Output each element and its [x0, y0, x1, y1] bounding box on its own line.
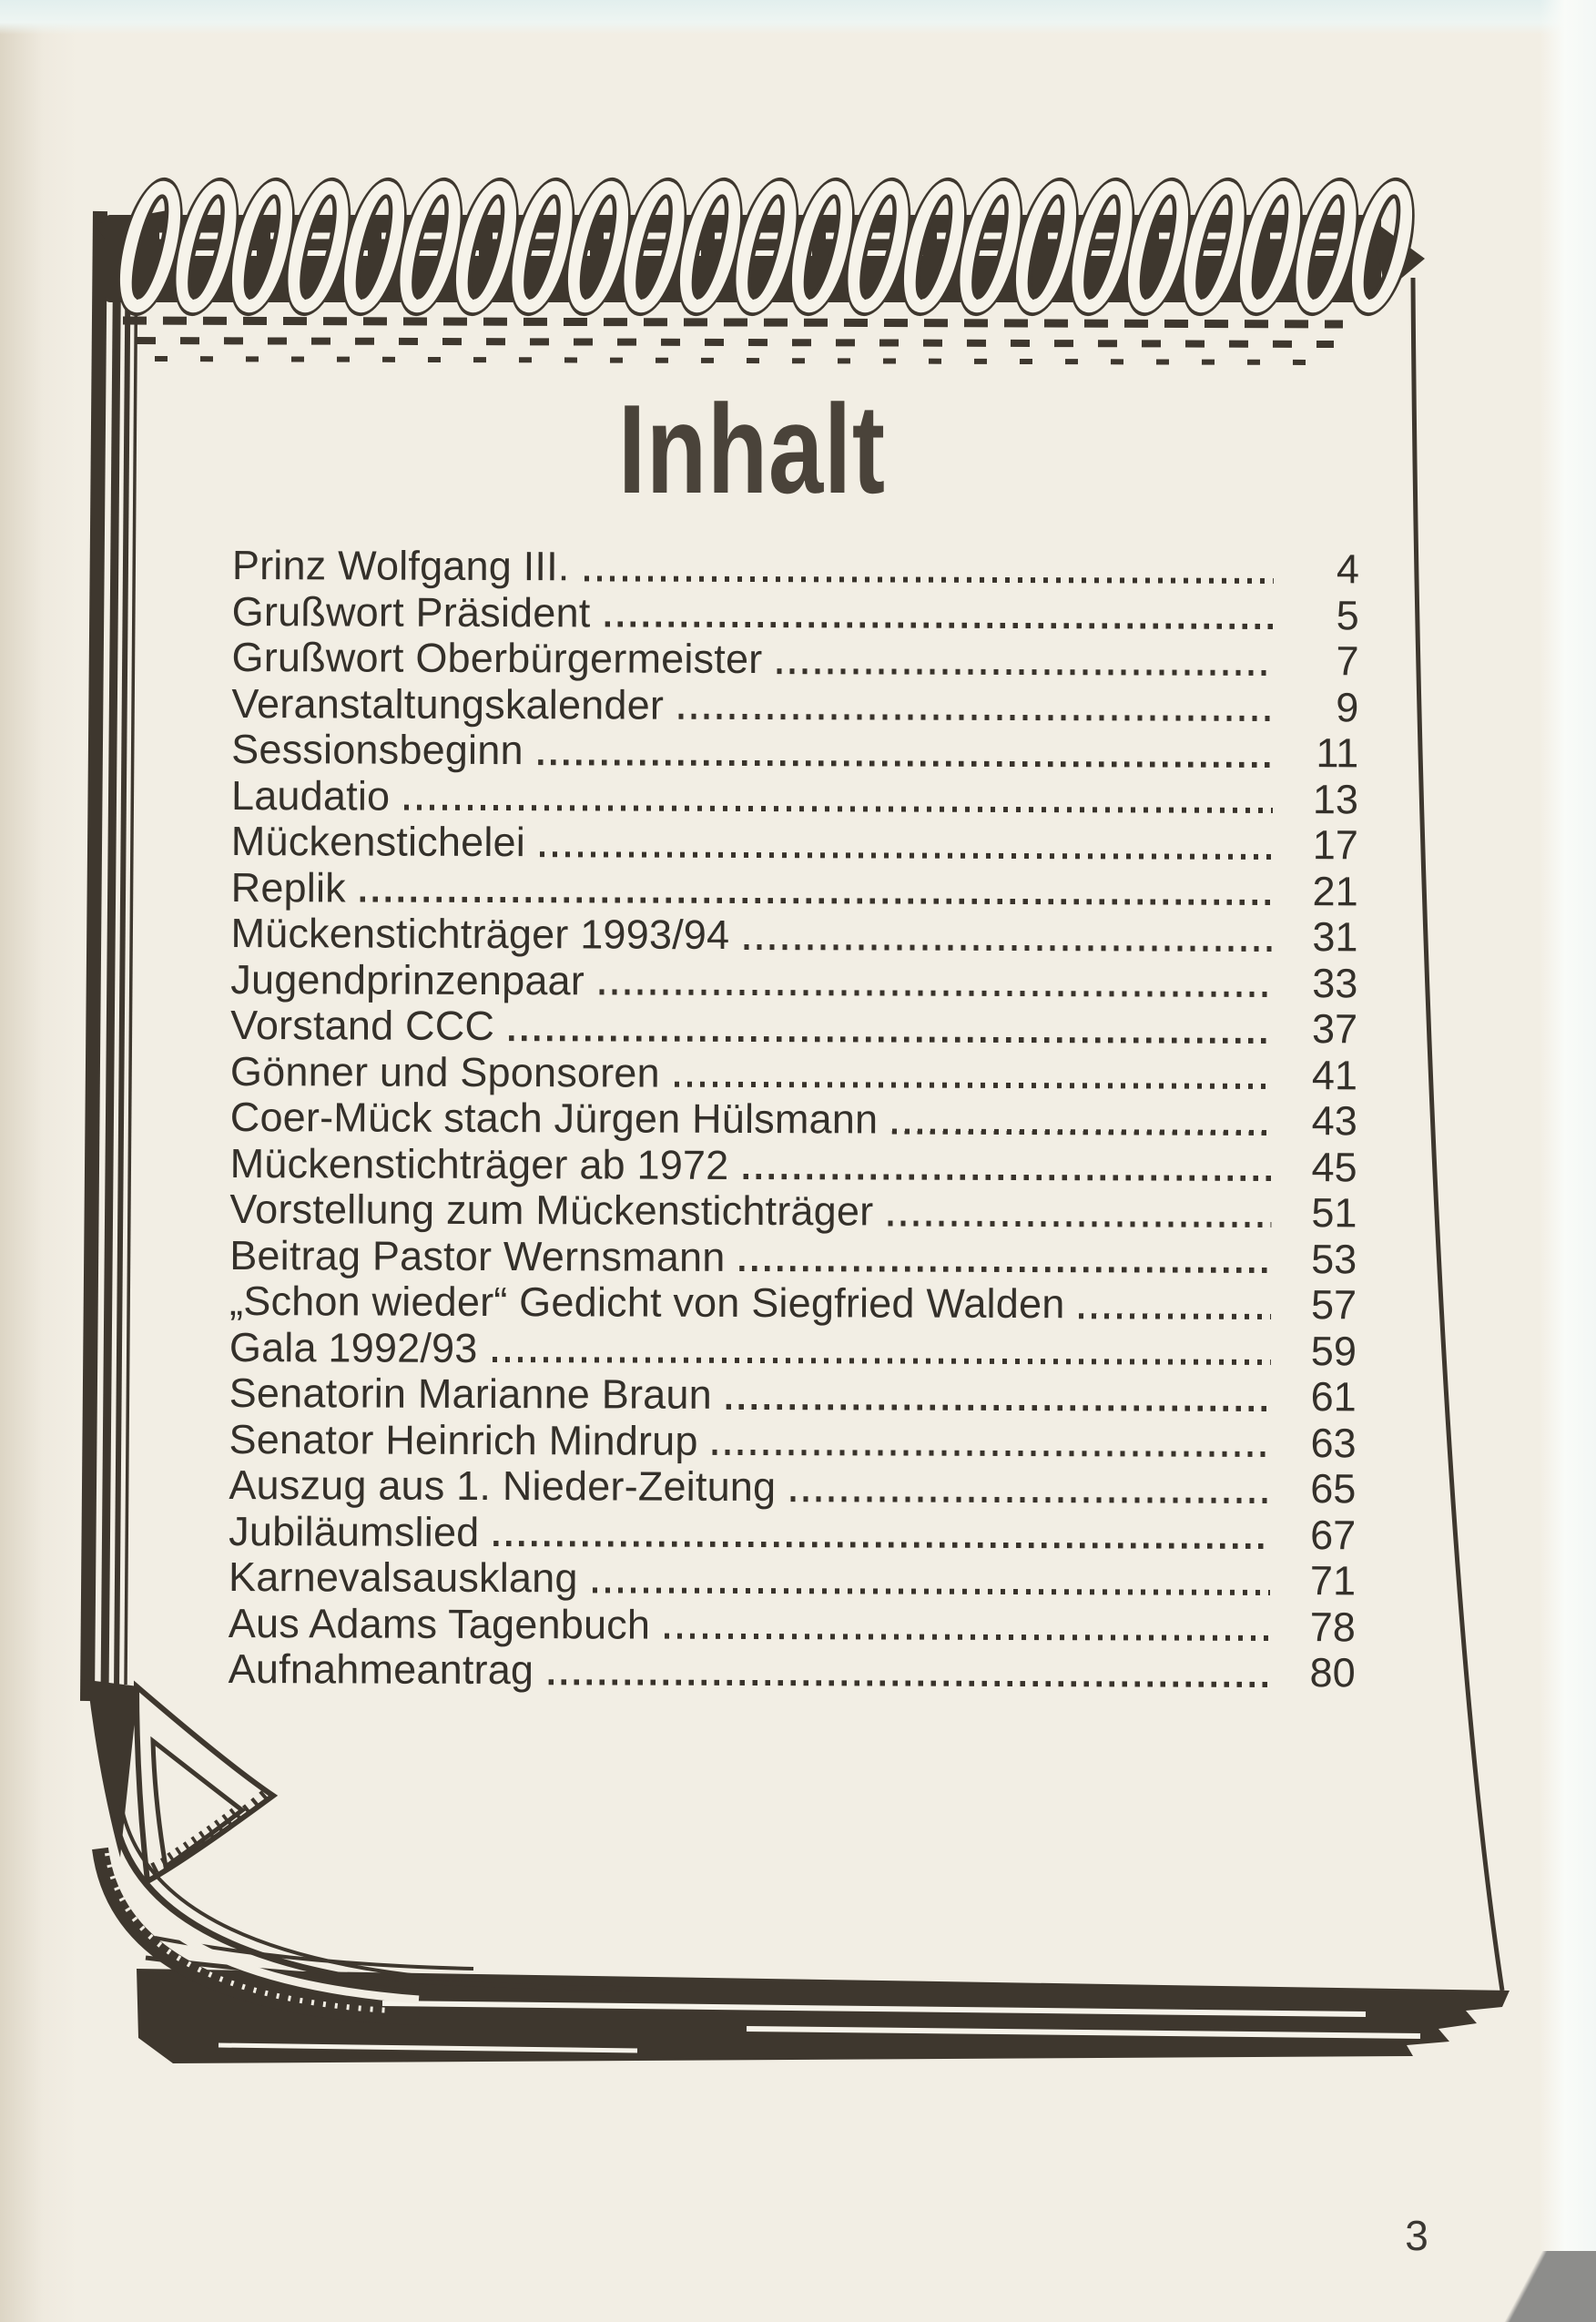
page-title [618, 379, 961, 520]
toc-entry [229, 1278, 1357, 1329]
toc-entry-page-number: 33 [1312, 959, 1358, 1006]
toc-entry-label: Aufnahmeantrag [228, 1645, 534, 1694]
dot-leader [678, 714, 1273, 721]
toc-entry-page-number: 21 [1312, 867, 1358, 914]
dot-leader [743, 1174, 1271, 1181]
toc-entry-page-number: 43 [1311, 1097, 1357, 1145]
toc-entry-label: Mückenstichträger ab 1972 [229, 1139, 729, 1188]
toc-entry-page-number: 13 [1312, 775, 1359, 822]
toc-entry-label: Sessionsbeginn [231, 725, 524, 774]
toc-entry [231, 635, 1358, 685]
toc-entry-label: Jugendprinzenpaar [230, 955, 585, 1003]
dot-leader [892, 1128, 1272, 1135]
toc-entry [231, 864, 1358, 914]
toc-entry-label: Prinz Wolfgang III. [231, 542, 570, 590]
toc-entry-label: „Schon wieder“ Gedicht von Siegfried Walden [229, 1277, 1065, 1328]
toc-entry-label: Grußwort Oberbürgermeister [231, 633, 763, 683]
toc-entry-page-number: 37 [1311, 1005, 1358, 1053]
toc-entry-page-number: 31 [1312, 913, 1358, 961]
dot-leader [713, 1450, 1271, 1457]
toc-entry-page-number: 71 [1309, 1557, 1357, 1604]
toc-entry-page-number: 5 [1336, 591, 1359, 638]
dot-leader [790, 1496, 1270, 1503]
toc-entry [230, 1003, 1357, 1053]
toc-entry-label: Mückenstichelei [230, 817, 526, 866]
toc-entry [231, 772, 1358, 822]
toc-entry [229, 1462, 1356, 1512]
toc-entry-page-number: 65 [1310, 1465, 1357, 1512]
toc-entry-label: Replik [230, 863, 347, 911]
dot-leader [548, 1679, 1269, 1687]
dot-leader [675, 1082, 1272, 1089]
toc-entry-label: Vorstand CCC [230, 1001, 495, 1050]
toc-entry [231, 727, 1358, 777]
toc-entry [231, 819, 1358, 869]
dot-leader [777, 668, 1273, 676]
dot-leader [665, 1634, 1270, 1641]
toc-entry-label: Gönner und Sponsoren [229, 1047, 660, 1096]
toc-entry [229, 1508, 1356, 1558]
toc-entry-page-number: 51 [1311, 1189, 1357, 1237]
toc-entry-label: Karnevalsausklang [228, 1553, 578, 1602]
dot-leader [727, 1403, 1271, 1411]
dot-leader [492, 1357, 1270, 1365]
toc-entry-page-number: 17 [1312, 821, 1358, 869]
toc-entry-page-number: 57 [1310, 1281, 1357, 1329]
toc-entry-page-number: 11 [1316, 729, 1359, 777]
toc-entry-label: Grußwort Präsident [231, 587, 591, 636]
dot-leader [493, 1541, 1270, 1549]
dot-leader [584, 575, 1273, 584]
toc-entry [230, 1095, 1357, 1145]
dot-leader [593, 1587, 1270, 1595]
dot-leader [538, 759, 1273, 768]
toc-entry-page-number: 45 [1311, 1143, 1357, 1190]
toc-entry-page-number: 80 [1309, 1649, 1356, 1696]
page-stack-bottom [137, 1938, 1510, 2063]
page-number: 3 [1405, 2212, 1428, 2259]
spiral-binding [94, 174, 1425, 362]
toc-entry-page-number: 41 [1311, 1051, 1358, 1098]
dot-leader [599, 989, 1272, 997]
toc-entry-page-number: 9 [1336, 683, 1359, 730]
page-stack-left [87, 211, 137, 1701]
page-curl [87, 1680, 419, 2017]
toc-entry-label: Senator Heinrich Mindrup [229, 1415, 698, 1464]
toc-entry [231, 680, 1358, 730]
dot-leader [404, 805, 1273, 813]
toc-entry-page-number: 7 [1336, 637, 1359, 685]
toc-entry [230, 1048, 1357, 1098]
toc-entry [229, 1416, 1356, 1466]
toc-entry [229, 1600, 1356, 1650]
toc-entry [229, 1232, 1357, 1282]
dot-leader [888, 1220, 1271, 1227]
toc-entry [229, 1646, 1356, 1696]
toc-entry-label: Gala 1992/93 [229, 1323, 478, 1371]
dot-leader [744, 943, 1272, 951]
toc-entry-label: Veranstaltungskalender [231, 679, 665, 728]
toc-entry-label: Aus Adams Tagenbuch [228, 1599, 651, 1648]
toc-entry [229, 1370, 1357, 1421]
toc-entry [230, 956, 1357, 1006]
toc-entry-label: Vorstellung zum Mückenstichträger [229, 1185, 874, 1235]
toc-entry-page-number: 53 [1311, 1235, 1357, 1282]
toc-entry-page-number: 61 [1310, 1373, 1357, 1421]
toc-entry-page-number: 67 [1310, 1511, 1357, 1558]
dot-leader [605, 621, 1273, 629]
dot-leader [1079, 1313, 1271, 1319]
toc-entry [232, 543, 1359, 593]
toc-entry-page-number: 4 [1336, 545, 1359, 593]
dot-leader [509, 1035, 1272, 1044]
toc-entry [232, 588, 1359, 638]
toc-entry-label: Jubiläumslied [229, 1507, 480, 1555]
table-of-contents [229, 543, 1359, 1696]
dot-leader [540, 851, 1273, 860]
toc-entry-label: Beitrag Pastor Wernsmann [229, 1231, 726, 1280]
toc-entry [229, 1554, 1356, 1604]
toc-entry-label: Auszug aus 1. Nieder-Zeitung [229, 1461, 777, 1511]
toc-entry-label: Laudatio [230, 771, 391, 820]
toc-entry-page-number: 59 [1310, 1327, 1357, 1374]
dot-leader [361, 896, 1273, 904]
toc-entry-page-number: 63 [1310, 1419, 1357, 1466]
toc-entry-page-number: 78 [1309, 1603, 1356, 1650]
dot-leader [739, 1266, 1271, 1273]
toc-entry-label: Coer-Mück stach Jürgen Hülsmann [229, 1093, 879, 1143]
toc-entry [230, 911, 1357, 961]
page-title-text: Inhalt [618, 379, 886, 520]
toc-entry-label: Mückenstichträger 1993/94 [230, 909, 730, 958]
toc-entry-label: Senatorin Marianne Braun [229, 1369, 712, 1418]
page-edge-right [1413, 278, 1502, 1991]
toc-entry [229, 1186, 1357, 1237]
toc-entry [229, 1324, 1357, 1374]
toc-entry [230, 1140, 1357, 1190]
